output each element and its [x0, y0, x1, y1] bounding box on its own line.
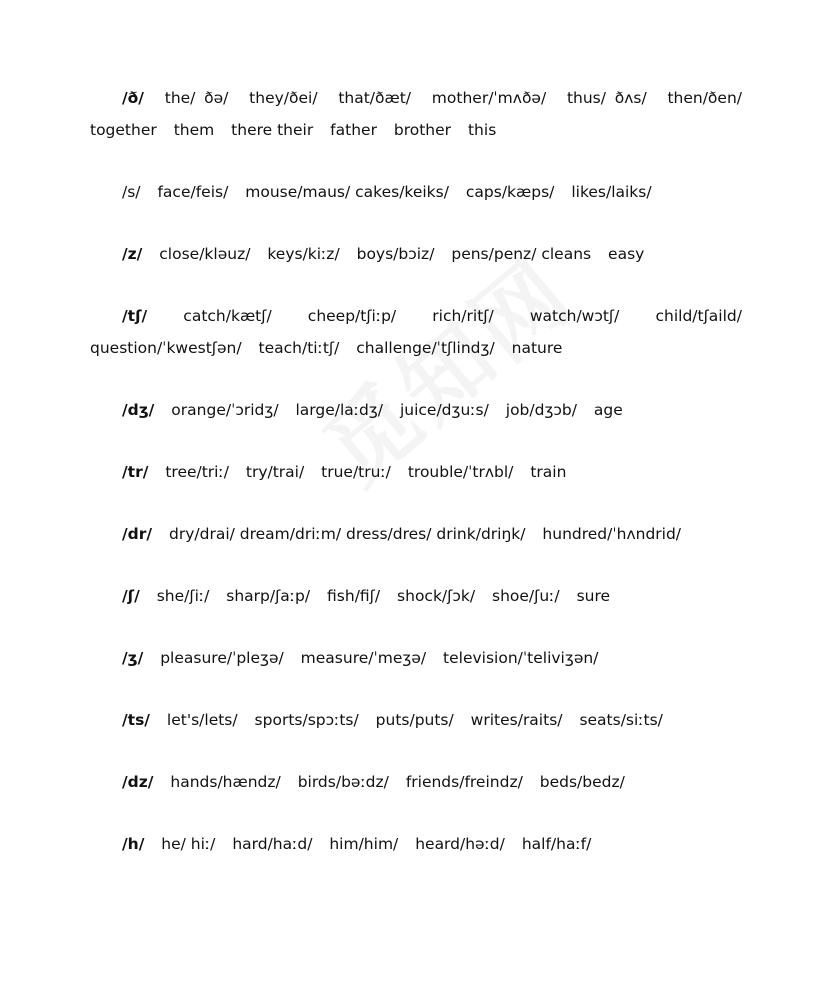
- example-word: caps/kæps/: [465, 183, 555, 201]
- example-word: there their: [231, 121, 314, 139]
- example-word: fish/fiʃ/: [327, 587, 381, 605]
- paragraph-line: [90, 238, 742, 270]
- example-word: hard/haːd/: [232, 835, 313, 853]
- example-word: heard/həːd/: [415, 835, 505, 853]
- example-word: orange/ˈɔridʒ/: [171, 401, 279, 419]
- example-word: she/ʃiː/: [156, 587, 210, 605]
- example-word: beds/bedz/: [539, 773, 625, 791]
- paragraph-line: [90, 176, 742, 208]
- example-word: question/ˈkwestʃən/: [90, 339, 242, 357]
- example-word: shock/ʃɔk/: [397, 587, 476, 605]
- phoneme-paragraph: [90, 766, 742, 798]
- example-word: seats/siːts/: [579, 711, 663, 729]
- example-word: face/feis/: [157, 183, 229, 201]
- example-word: mouse/maus/ cakes/keiks/: [245, 183, 449, 201]
- example-word: television/ˈteliviʒən/: [443, 649, 599, 667]
- example-word: easy: [608, 245, 645, 263]
- example-word: let's/lets/: [166, 711, 238, 729]
- phoneme-symbol: /tr/: [122, 463, 149, 481]
- phoneme-paragraph: [90, 238, 742, 270]
- phoneme-symbol: /z/: [122, 245, 143, 263]
- phoneme-symbol: /h/: [122, 835, 145, 853]
- example-word: keys/kiːz/: [267, 245, 340, 263]
- example-word: large/laːdʒ/: [295, 401, 384, 419]
- paragraph-line: [90, 456, 742, 488]
- example-word: teach/tiːtʃ/: [258, 339, 340, 357]
- example-word: rich/ritʃ/: [432, 307, 494, 325]
- example-word: birds/bəːdz/: [297, 773, 389, 791]
- phoneme-paragraph: [90, 300, 742, 364]
- example-word: brother: [393, 121, 452, 139]
- phoneme-paragraph: [90, 176, 742, 208]
- example-word: this: [467, 121, 497, 139]
- example-word: thus/ ðʌs/: [566, 89, 647, 107]
- example-word: job/dʒɔb/: [505, 401, 577, 419]
- paragraph-line: [90, 828, 742, 860]
- phoneme-paragraph: [90, 394, 742, 426]
- phoneme-paragraph: [90, 82, 742, 146]
- phoneme-paragraph: [90, 704, 742, 736]
- example-word: measure/ˈmeʒə/: [300, 649, 427, 667]
- phoneme-symbol: /dz/: [122, 773, 154, 791]
- example-word: age: [593, 401, 623, 419]
- example-word: likes/laiks/: [571, 183, 652, 201]
- phoneme-paragraph: [90, 580, 742, 612]
- example-word: close/kləuz/: [159, 245, 251, 263]
- paragraph-line: [90, 394, 742, 426]
- phoneme-symbol: /tʃ/: [122, 307, 148, 325]
- phoneme-symbol: /ð/: [122, 89, 144, 107]
- example-word: nature: [511, 339, 563, 357]
- example-word: catch/kætʃ/: [183, 307, 272, 325]
- example-word: that/ðæt/: [338, 89, 412, 107]
- paragraph-line: [90, 114, 742, 146]
- example-word: pens/penz/ cleans: [451, 245, 592, 263]
- phoneme-symbol: /ʒ/: [122, 649, 144, 667]
- paragraph-line: [90, 300, 742, 332]
- example-word: try/trai/: [245, 463, 305, 481]
- paragraph-line: [90, 580, 742, 612]
- example-word: trouble/ˈtrʌbl/: [407, 463, 514, 481]
- phoneme-paragraph: [90, 642, 742, 674]
- example-word: train: [530, 463, 567, 481]
- example-word: they/ðei/: [249, 89, 318, 107]
- example-word: watch/wɔtʃ/: [529, 307, 620, 325]
- phoneme-symbol: /dr/: [122, 525, 153, 543]
- example-word: boys/bɔiz/: [356, 245, 435, 263]
- example-word: sure: [576, 587, 611, 605]
- example-word: challenge/ˈtʃlindʒ/: [356, 339, 495, 357]
- example-word: hundred/ˈhʌndrid/: [542, 525, 682, 543]
- phoneme-symbol: /ʃ/: [122, 587, 140, 605]
- example-word: sports/spɔːts/: [254, 711, 359, 729]
- paragraph-line: [90, 642, 742, 674]
- example-word: juice/dʒuːs/: [399, 401, 489, 419]
- example-word: puts/puts/: [375, 711, 454, 729]
- phoneme-symbol: /dʒ/: [122, 401, 155, 419]
- example-word: hands/hændz/: [170, 773, 281, 791]
- phoneme-paragraph: [90, 828, 742, 860]
- example-word: mother/ˈmʌðə/: [431, 89, 547, 107]
- example-word: them: [173, 121, 215, 139]
- example-word: friends/freindz/: [405, 773, 523, 791]
- example-word: dry/drai/ dream/driːm/ dress/dres/ drink/driŋk/: [169, 525, 526, 543]
- phoneme-symbol: /ts/: [122, 711, 150, 729]
- example-word: pleasure/ˈpleʒə/: [160, 649, 284, 667]
- example-word: together: [90, 121, 157, 139]
- example-word: true/truː/: [321, 463, 391, 481]
- paragraph-line: [90, 332, 742, 364]
- example-word: cheep/tʃiːp/: [307, 307, 397, 325]
- phoneme-paragraph: [90, 518, 742, 550]
- example-word: he/ hiː/: [161, 835, 216, 853]
- example-word: sharp/ʃaːp/: [226, 587, 311, 605]
- paragraph-line: [90, 704, 742, 736]
- phoneme-paragraph: [90, 456, 742, 488]
- example-word: tree/triː/: [165, 463, 229, 481]
- example-word: father: [330, 121, 377, 139]
- paragraph-line: [90, 766, 742, 798]
- example-word: half/haːf/: [521, 835, 592, 853]
- example-word: shoe/ʃuː/: [492, 587, 560, 605]
- example-word: him/him/: [329, 835, 399, 853]
- paragraph-line: [90, 518, 742, 550]
- example-word: the/ ðə/: [164, 89, 229, 107]
- paragraph-line: [90, 82, 742, 114]
- example-word: then/ðen/: [667, 89, 743, 107]
- example-word: writes/raits/: [470, 711, 563, 729]
- phoneme-symbol: /s/: [122, 183, 141, 201]
- example-word: child/tʃaild/: [655, 307, 742, 325]
